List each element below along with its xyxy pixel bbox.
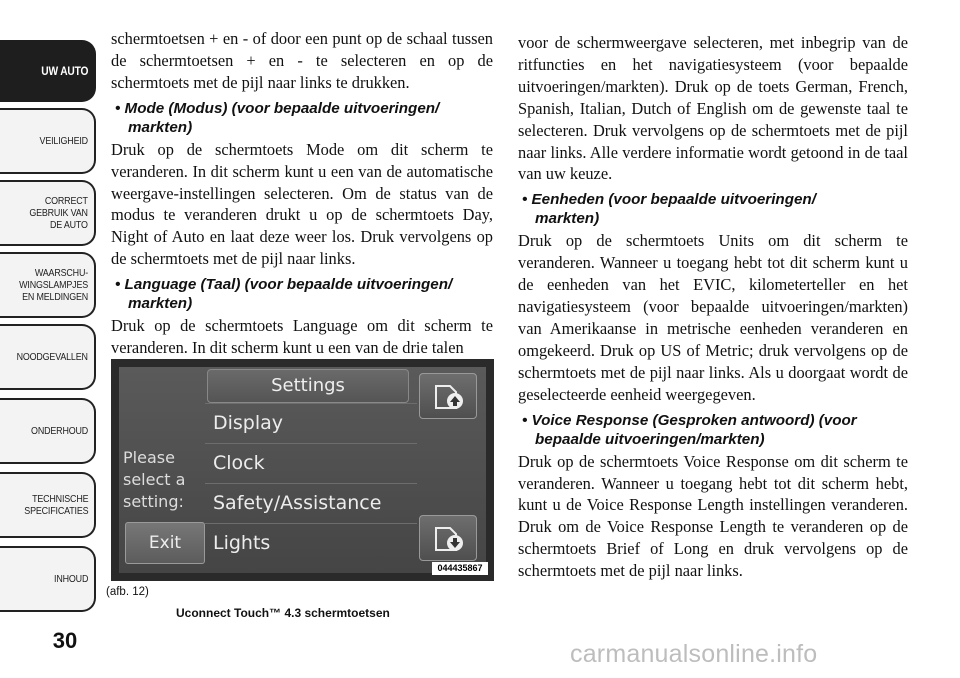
paragraph: Druk op de schermtoets Language om dit scherm te veranderen. In dit scherm kunt u een van de drie talen: [111, 316, 493, 358]
bullet-heading-mode: • Mode (Modus) (voor bepaalde uitvoeringen/ markten): [115, 99, 440, 136]
tab-inhoud[interactable]: [0, 546, 96, 612]
settings-title: Settings: [207, 369, 409, 403]
select-setting-prompt: Please select a setting:: [123, 448, 186, 511]
tab-label: VEILIGHEID: [39, 135, 88, 147]
tab-label: NOODGEVALLEN: [16, 351, 88, 363]
paragraph: Druk op de schermtoets Mode om dit scherm te veranderen. In dit scherm kunt u een van de automatische weergave-instellingen selecteren. Om de status van de modus te veranderen drukt u op de schermtoets Day, Night of Auto en laat deze weer los. Druk vervolgens op de schermtoets met de pijl naar links.: [111, 139, 493, 269]
bullet-heading-language: • Language (Taal) (voor bepaalde uitvoeringen/ markten): [115, 276, 453, 313]
figure-reference: (afb. 12): [106, 586, 149, 598]
bullet-heading-units: • Eenheden (voor bepaalde uitvoeringen/ markten): [522, 191, 816, 228]
bullet-heading-voice-response: • Voice Response (Gesproken antwoord) (voor bepaalde uitvoeringen/markten): [522, 411, 857, 448]
paragraph: Druk op de schermtoets Voice Response om dit scherm te veranderen. Wanneer u toegang hebt tot dit scherm hebt, kunt u de Voice Response Length instellingen veranderen. Druk om de Voice Response Length te veranderen op de schermtoets Brief of Long en druk vervolgens op de schermtoets met de pijl naar links.: [518, 451, 908, 581]
menu-item-clock[interactable]: Clock: [205, 443, 417, 481]
scroll-up-button[interactable]: [419, 373, 477, 419]
tab-noodgevallen[interactable]: [0, 324, 96, 390]
left-text-column: [111, 28, 493, 359]
settings-menu: [201, 369, 411, 569]
page-up-icon: [432, 380, 466, 412]
image-code: 044435867: [432, 562, 488, 575]
watermark: carmanualsonline.info: [570, 640, 818, 668]
scroll-down-button[interactable]: [419, 515, 477, 561]
tab-waarschuwingslampjes[interactable]: [0, 252, 96, 318]
menu-item-lights[interactable]: Lights: [205, 523, 417, 561]
settings-screen-figure: [111, 359, 494, 581]
paragraph: Druk op de schermtoets Units om dit scherm te veranderen. Wanneer u toegang hebt tot dit scherm kunt u de eenheden van het EVIC, kilometerteller en het navigatiesysteem (voor bepaalde uitvoeringen/markten) van Amerikaanse in metrische eenheden veranderen en omgekeerd. Druk op US of Metric; druk vervolgens op de schermtoets met de pijl naar links. Als u doorgaat wordt de geselecteerde eenheid weergegeven.: [518, 231, 908, 404]
paragraph: voor de schermweergave selecteren, met inbegrip van de ritfuncties en het navigatiesysteem (voor bepaalde uitvoeringen/markten). Druk op de toets German, French, Spanish, Italian, Dutch of English om de gewenste taal te selecteren. Druk vervolgens op de schermtoets met de pijl naar links. Alle verdere informatie wordt getoond in de taal van uw keuze.: [518, 33, 908, 184]
tab-label: TECHNISCHE SPECIFICATIES: [23, 493, 89, 517]
tab-label: CORRECT GEBRUIK VAN DE AUTO: [29, 195, 88, 231]
tab-correct-gebruik[interactable]: [0, 180, 96, 246]
touchscreen: [119, 367, 486, 573]
chapter-tabs: [0, 0, 100, 678]
tab-technische-specificaties[interactable]: [0, 472, 96, 538]
right-text-column: [518, 32, 908, 582]
menu-item-safety-assistance[interactable]: Safety/Assistance: [205, 483, 417, 521]
tab-veiligheid[interactable]: [0, 108, 96, 174]
tab-label: INHOUD: [53, 573, 88, 585]
page-number: 30: [52, 628, 78, 653]
tab-label: UW AUTO: [41, 64, 88, 78]
tab-uw-auto[interactable]: [0, 40, 96, 102]
menu-item-display[interactable]: Display: [205, 403, 417, 441]
page-down-icon: [432, 522, 466, 554]
figure-caption: Uconnect Touch™ 4.3 schermtoetsen: [176, 606, 390, 620]
exit-button[interactable]: Exit: [125, 522, 205, 564]
tab-label: WAARSCHU- WINGSLAMPJES EN MELDINGEN: [19, 267, 88, 303]
paragraph: schermtoetsen + en - of door een punt op de schaal tussen de schermtoetsen + en - te selecteren en op de schermtoets met de pijl naar links te drukken.: [111, 29, 493, 92]
tab-onderhoud[interactable]: [0, 398, 96, 464]
tab-label: ONDERHOUD: [31, 425, 88, 437]
